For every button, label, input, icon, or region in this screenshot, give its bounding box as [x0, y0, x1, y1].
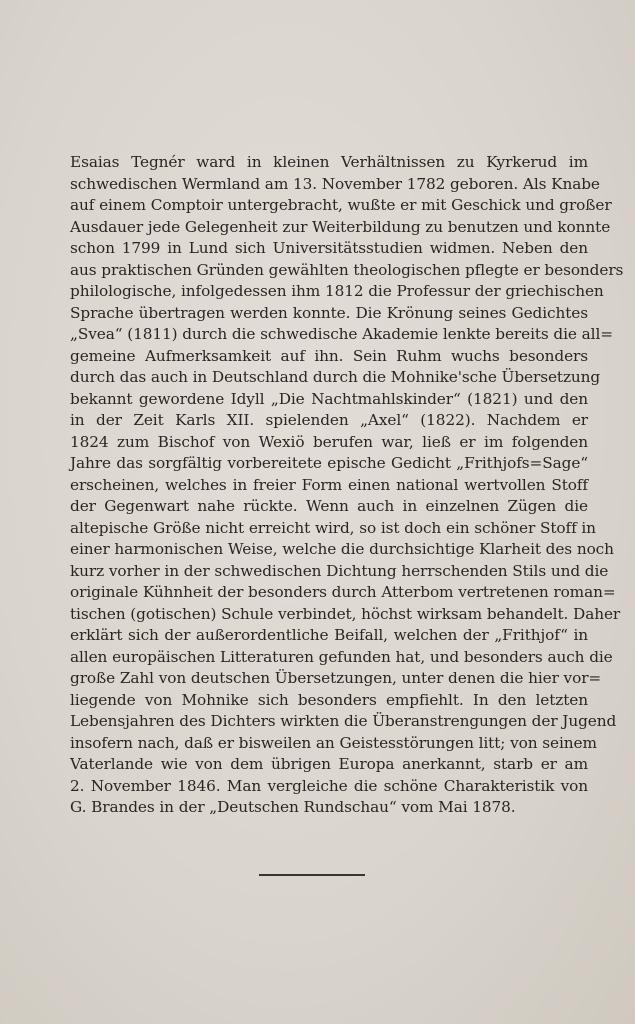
text-line: Ausdauer jede Gelegenheit zur Weiterbildung zu benutzen und konnte — [70, 217, 611, 236]
text-line: Lebensjahren des Dichters wirkten die Überanstrengungen der Jugend — [70, 712, 617, 730]
text-line: kurz vorher in der schwedischen Dichtung herrschenden Stils und die — [70, 561, 609, 580]
text-line: G. Brandes in der „Deutschen Rundschau“ vom Mai 1878. — [70, 798, 516, 816]
text-line: in der Zeit Karls XII. spielenden „Axel“ (1822). Nachdem er — [70, 411, 588, 429]
text-line: der Gegenwart nahe rückte. Wenn auch in einzelnen Zügen die — [70, 497, 588, 515]
text-line: insofern nach, daß er bisweilen an Geistesstörungen litt; von seinem — [70, 733, 597, 752]
text-line: schwedischen Wermland am 13. November 1782 geboren. Als Knabe — [70, 174, 600, 193]
text-line: erscheinen, welches in freier Form einen national wertvollen Stoff — [70, 475, 588, 494]
text-line: „Svea“ (1811) durch die schwedische Akademie lenkte bereits die all= — [70, 325, 613, 343]
text-line: allen europäischen Litteraturen gefunden hat, und besonders auch die — [70, 647, 613, 666]
text-line: auf einem Comptoir untergebracht, wußte er mit Geschick und großer — [70, 196, 612, 214]
text-line: aus praktischen Gründen gewählten theologischen pflegte er besonders — [70, 260, 624, 279]
text-line: schon 1799 in Lund sich Universitätsstudien widmen. Neben den — [70, 239, 588, 257]
text-line: durch das auch in Deutschland durch die Mohnike'sche Übersetzung — [70, 368, 601, 386]
section-divider — [259, 874, 365, 876]
text-line: liegende von Mohnike sich besonders empfiehlt. In den letzten — [70, 690, 588, 709]
text-line: 2. November 1846. Man vergleiche die schöne Charakteristik von — [70, 776, 588, 795]
text-line: bekannt gewordene Idyll „Die Nachtmahlskinder“ (1821) und den — [70, 389, 588, 408]
text-line: Sprache übertragen werden konnte. Die Krönung seines Gedichtes — [70, 303, 588, 322]
text-line: Jahre das sorgfältig vorbereitete epische Gedicht „Frithjofs=Sage“ — [70, 454, 588, 472]
text-line: originale Kühnheit der besonders durch Atterbom vertretenen roman= — [70, 583, 616, 601]
text-line: Vaterlande wie von dem übrigen Europa anerkannt, starb er am — [70, 755, 588, 773]
text-line: erklärt sich der außerordentliche Beifall, welchen der „Frithjof“ in — [70, 626, 588, 644]
biography-paragraph — [70, 152, 624, 819]
text-line: tischen (gotischen) Schule verbindet, höchst wirksam behandelt. Daher — [70, 604, 621, 623]
text-line: Esaias Tegnér ward in kleinen Verhältnissen zu Kyrkerud im — [70, 153, 588, 171]
text-line: 1824 zum Bischof von Wexiö berufen war, ließ er im folgenden — [70, 432, 588, 451]
text-line: einer harmonischen Weise, welche die durchsichtige Klarheit des noch — [70, 540, 614, 558]
text-line: altepische Größe nicht erreicht wird, so ist doch ein schöner Stoff in — [70, 518, 596, 537]
text-line: große Zahl von deutschen Übersetzungen, unter denen die hier vor= — [70, 669, 602, 687]
text-line: philologische, infolgedessen ihm 1812 die Professur der griechischen — [70, 282, 604, 300]
text-line: gemeine Aufmerksamkeit auf ihn. Sein Ruhm wuchs besonders — [70, 346, 588, 365]
